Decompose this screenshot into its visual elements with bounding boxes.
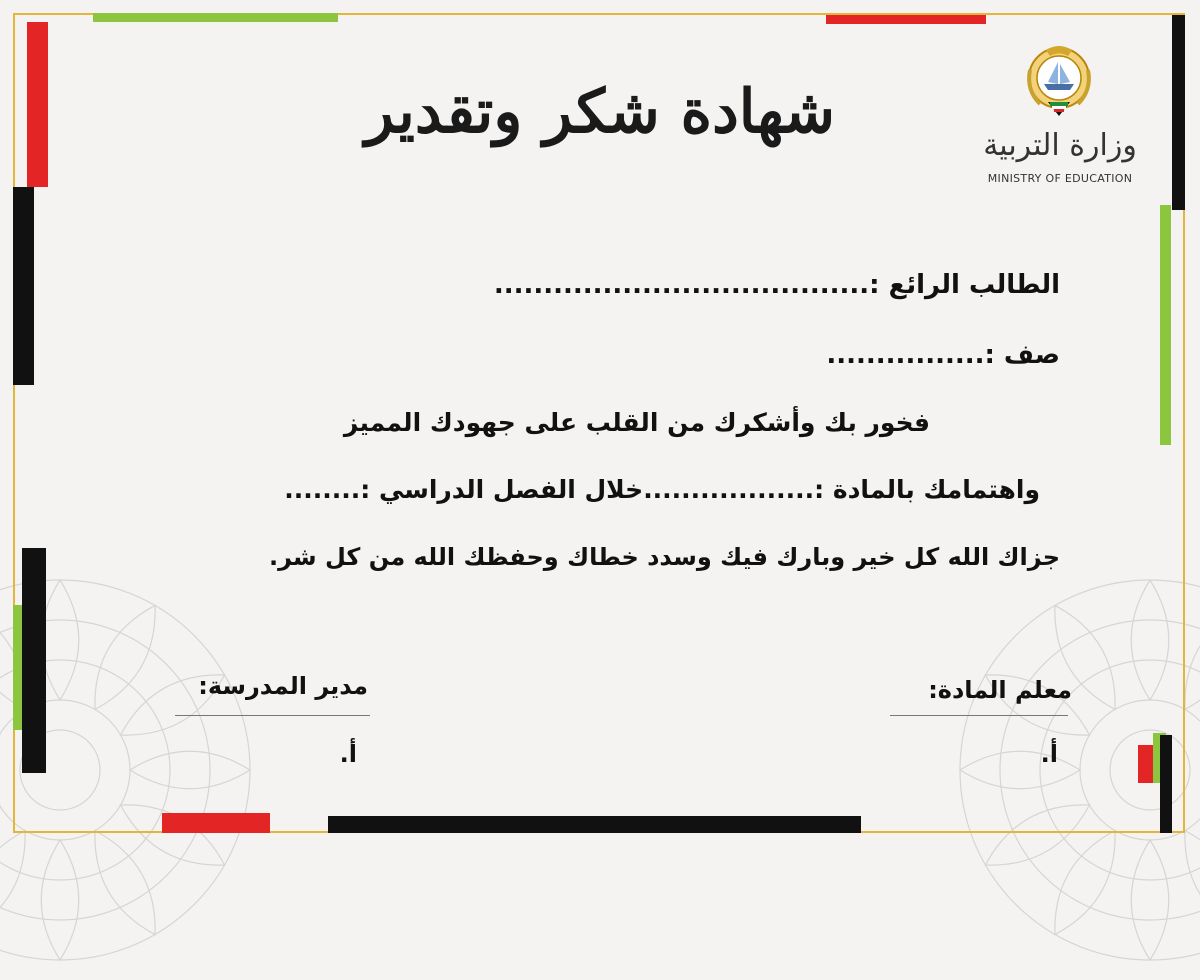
ministry-name-arabic: وزارة التربية [983,128,1137,163]
student-name-line [494,270,1060,300]
semester-label: خلال الفصل الدراسي : [360,475,644,504]
bar-left-green-bottom [13,605,22,730]
class-line [826,340,1060,370]
bar-right-green [1160,205,1171,445]
message-line-3: جزاك الله كل خير وبارك فيك وسدد خطاك وحفظك الله من كل شر. [269,543,1060,571]
bar-bottom-right-black [1160,735,1172,833]
kuwait-emblem-icon [1018,40,1100,122]
principal-name-prefix: أ. [339,740,357,768]
class-label: صف : [984,340,1060,370]
bar-bottom-right-red [1138,745,1153,783]
bar-left-black-bottom [22,548,46,773]
principal-label: مدير المدرسة: [198,672,368,700]
bar-right-black-top [1172,15,1185,210]
message-line-2 [284,475,1040,504]
student-label: الطالب الرائع : [869,270,1060,300]
certificate-title: شهادة شكر وتقدير [365,77,835,147]
subject-label: واهتمامك بالمادة : [814,475,1040,504]
semester-dots: ........ [284,475,361,504]
ministry-name-english: MINISTRY OF EDUCATION [987,172,1133,185]
principal-signature-line [175,715,370,716]
teacher-signature-line [890,715,1068,716]
bar-bottom-red [162,813,270,833]
subject-dots: .................. [643,475,815,504]
teacher-label: معلم المادة: [928,676,1072,704]
student-name-dots: ...................................... [493,270,870,300]
class-dots: ................ [826,340,985,370]
bar-top-green [93,13,338,22]
teacher-name-prefix: أ. [1040,740,1058,768]
bar-left-red [27,22,48,187]
bar-top-red [826,15,986,24]
bar-bottom-black [328,816,861,833]
message-line-1: فخور بك وأشكرك من القلب على جهودك المميز [343,408,930,437]
bar-left-black-top [13,187,34,385]
